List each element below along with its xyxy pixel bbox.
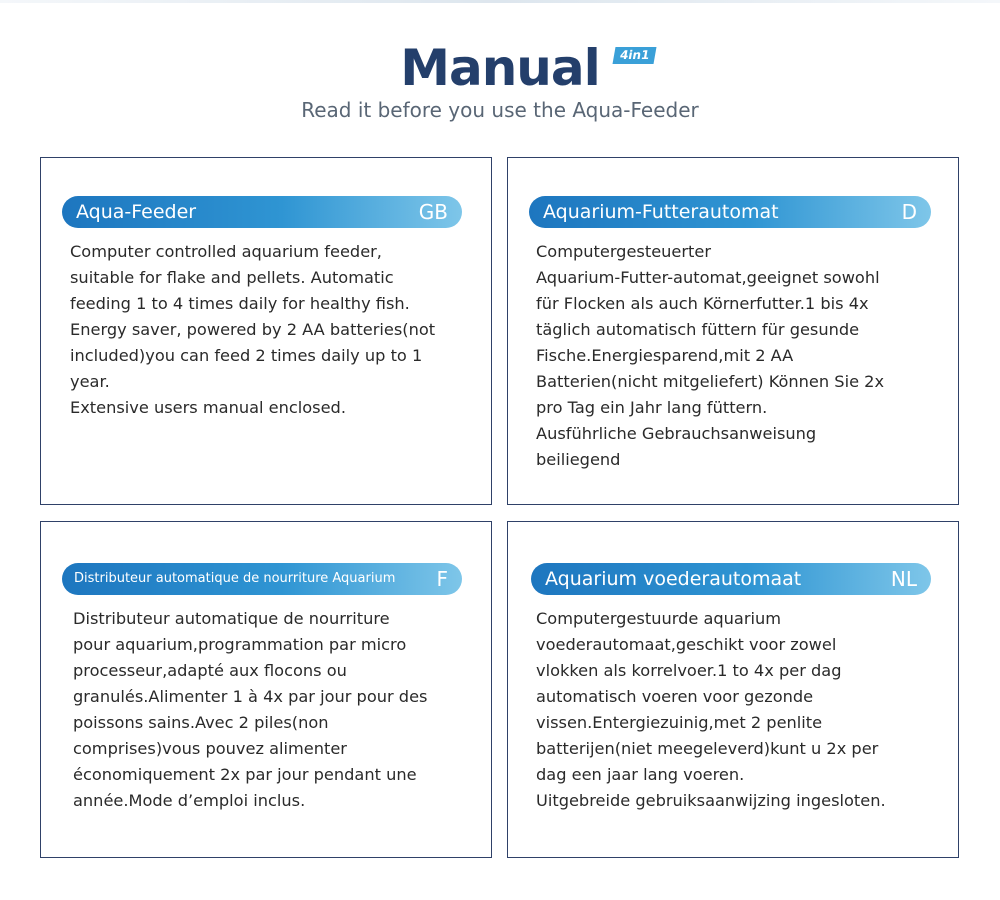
body-line: suitable for flake and pellets. Automatic bbox=[70, 268, 394, 287]
page-subtitle: Read it before you use the Aqua-Feeder bbox=[301, 98, 699, 122]
section-body-f bbox=[73, 606, 427, 814]
body-line: Ausführliche Gebrauchsanweisung bbox=[536, 424, 817, 443]
page-title: Manual bbox=[400, 39, 600, 97]
language-code: D bbox=[901, 200, 917, 224]
section-header-gb bbox=[62, 196, 462, 228]
body-line: Aquarium-Futter-automat,geeignet sowohl bbox=[536, 268, 880, 287]
body-line: granulés.Alimenter 1 à 4x par jour pour des bbox=[73, 687, 428, 706]
section-title: Aquarium voederautomaat bbox=[545, 568, 802, 590]
language-code: GB bbox=[418, 200, 448, 224]
body-line: Computergesteuerter bbox=[536, 242, 711, 261]
page-header bbox=[0, 38, 1000, 122]
section-header-d bbox=[529, 196, 931, 228]
body-line: Uitgebreide gebruiksaanwijzing ingesloten. bbox=[536, 791, 886, 810]
body-line: pro Tag ein Jahr lang füttern. bbox=[536, 398, 768, 417]
body-line: voederautomaat,geschikt voor zowel bbox=[536, 635, 837, 654]
body-line: dag een jaar lang voeren. bbox=[536, 765, 745, 784]
body-line: poissons sains.Avec 2 piles(non bbox=[73, 713, 329, 732]
four-in-one-badge: 4in1 bbox=[613, 47, 657, 64]
body-line: Computer controlled aquarium feeder, bbox=[70, 242, 382, 261]
body-line: vlokken als korrelvoer.1 to 4x per dag bbox=[536, 661, 842, 680]
body-line: batterijen(niet meegeleverd)kunt u 2x per bbox=[536, 739, 879, 758]
title-group bbox=[400, 38, 652, 98]
body-line: included)you can feed 2 times daily up to 1 bbox=[70, 346, 423, 365]
body-line: pour aquarium,programmation par micro bbox=[73, 635, 407, 654]
top-divider bbox=[0, 0, 1000, 3]
section-body-nl bbox=[536, 606, 886, 814]
section-title: Aquarium-Futterautomat bbox=[543, 201, 779, 223]
body-line: Distributeur automatique de nourriture bbox=[73, 609, 390, 628]
body-line: année.Mode d’emploi inclus. bbox=[73, 791, 306, 810]
body-line: processeur,adapté aux flocons ou bbox=[73, 661, 347, 680]
body-line: für Flocken als auch Körnerfutter.1 bis 4x bbox=[536, 294, 869, 313]
body-line: beiliegend bbox=[536, 450, 621, 469]
body-line: économiquement 2x par jour pendant une bbox=[73, 765, 417, 784]
body-line: comprises)vous pouvez alimenter bbox=[73, 739, 347, 758]
language-code: F bbox=[436, 567, 448, 591]
section-title: Distributeur automatique de nourriture Aquarium bbox=[74, 571, 396, 586]
language-code: NL bbox=[890, 567, 917, 591]
body-line: täglich automatisch füttern für gesunde bbox=[536, 320, 860, 339]
body-line: vissen.Entergiezuinig,met 2 penlite bbox=[536, 713, 823, 732]
section-title: Aqua-Feeder bbox=[76, 201, 197, 223]
body-line: Extensive users manual enclosed. bbox=[70, 398, 346, 417]
body-line: Batterien(nicht mitgeliefert) Können Sie 2x bbox=[536, 372, 885, 391]
body-line: feeding 1 to 4 times daily for healthy fish. bbox=[70, 294, 410, 313]
body-line: Fische.Energiesparend,mit 2 AA bbox=[536, 346, 794, 365]
body-line: Energy saver, powered by 2 AA batteries(not bbox=[70, 320, 436, 339]
section-header-f bbox=[62, 563, 462, 595]
body-line: Computergestuurde aquarium bbox=[536, 609, 782, 628]
section-body-gb bbox=[70, 239, 435, 421]
body-line: automatisch voeren voor gezonde bbox=[536, 687, 814, 706]
section-body-d bbox=[536, 239, 884, 473]
body-line: year. bbox=[70, 372, 110, 391]
section-header-nl bbox=[531, 563, 931, 595]
